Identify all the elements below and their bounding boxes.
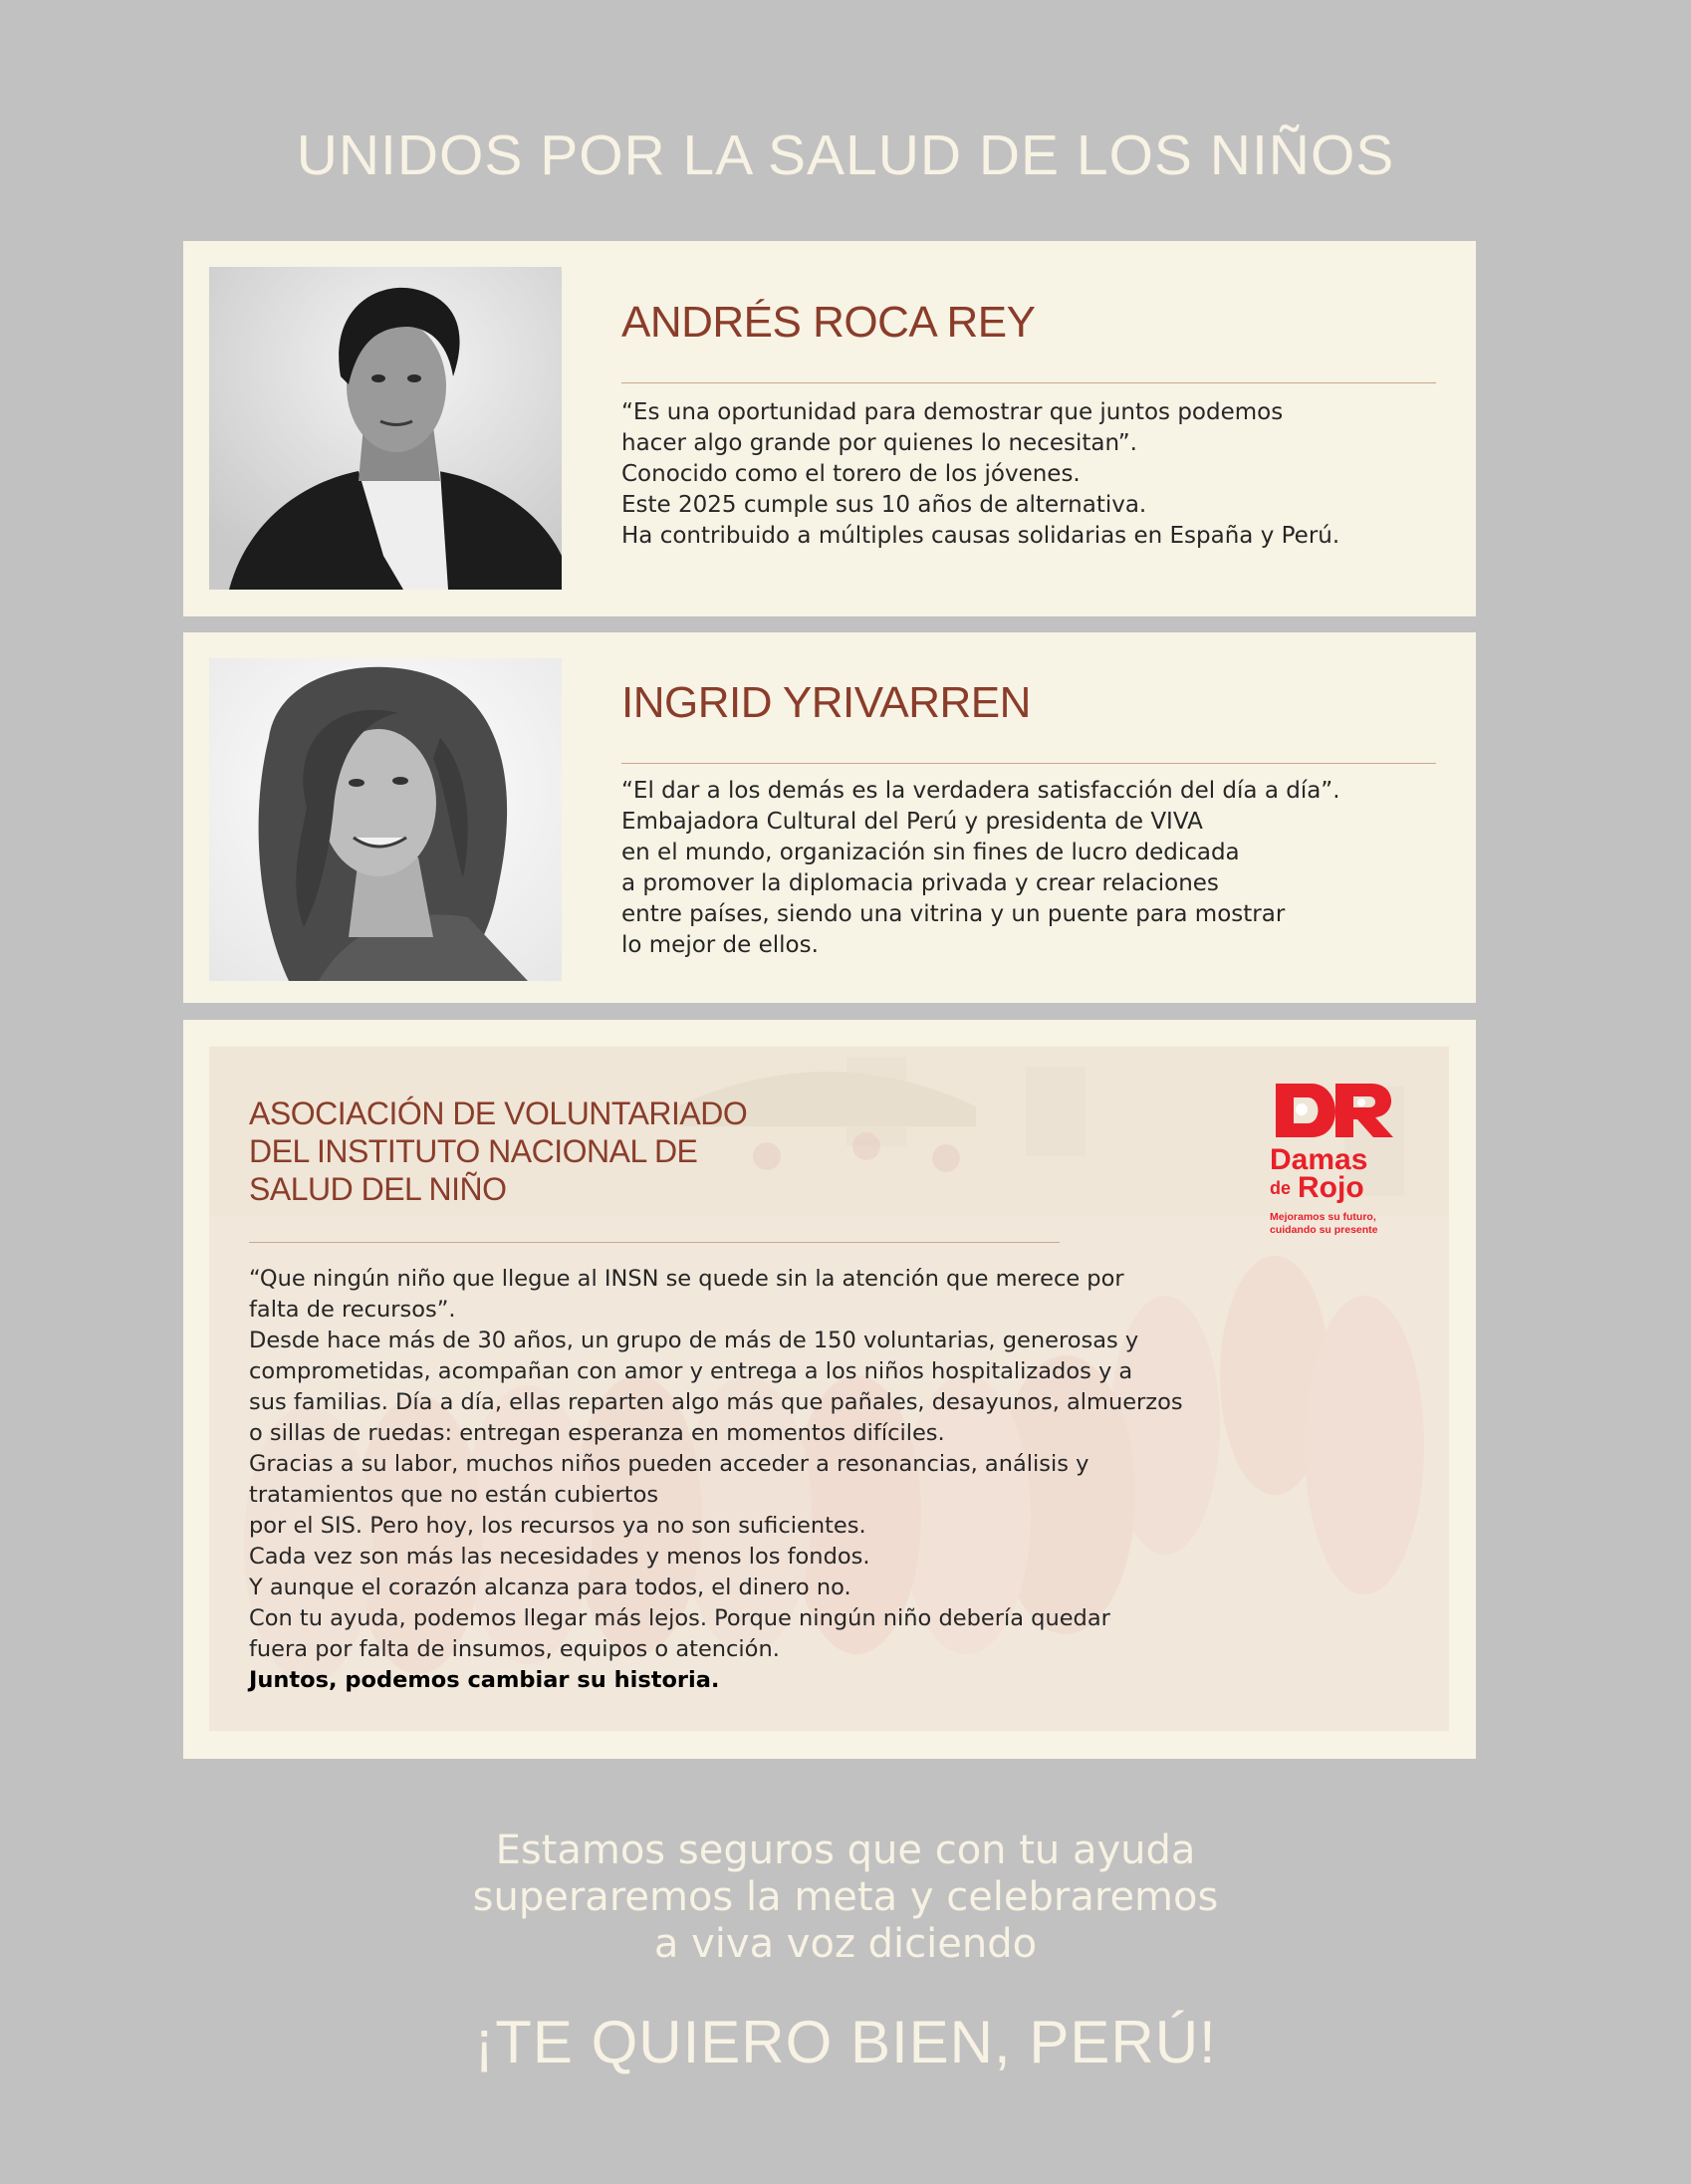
association-panel — [209, 1047, 1449, 1731]
body-line: Y aunque el corazón alcanza para todos, el dinero no. — [249, 1575, 851, 1600]
logo-tagline-line: cuidando su presente — [1270, 1224, 1378, 1236]
body-line: Gracias a su labor, muchos niños pueden acceder a resonancias, análisis y — [249, 1451, 1089, 1477]
logo-word-rojo: Rojo — [1298, 1171, 1364, 1204]
body-line: sus familias. Día a día, ellas reparten algo más que pañales, desayunos, almuerzos — [249, 1389, 1183, 1415]
logo-word-damas: Damas — [1270, 1143, 1368, 1176]
body-line: Cada vez son más las necesidades y menos los fondos. — [249, 1544, 870, 1570]
body-line: “Que ningún niño que llegue al INSN se quede sin la atención que merece por — [249, 1266, 1124, 1292]
body-line: fuera por falta de insumos, equipos o atención. — [249, 1636, 780, 1662]
body-line: por el SIS. Pero hoy, los recursos ya no son suficientes. — [249, 1513, 866, 1539]
body-line: falta de recursos”. — [249, 1297, 456, 1323]
slogan: ¡TE QUIERO BIEN, PERÚ! — [474, 2009, 1217, 2075]
profile-bio — [621, 776, 1340, 961]
bio-line: Ha contribuido a múltiples causas solidarias en España y Perú. — [621, 523, 1340, 549]
profile-bio — [621, 397, 1339, 552]
association-title — [249, 1094, 747, 1208]
bio-line: “El dar a los demás es la verdadera satisfacción del día a día”. — [621, 778, 1340, 804]
portrait-photo-ingrid-yrivarren — [209, 658, 562, 981]
divider — [621, 382, 1436, 383]
body-line: comprometidas, acompañan con amor y entrega a los niños hospitalizados y a — [249, 1358, 1133, 1384]
bio-line: Este 2025 cumple sus 10 años de alternativa. — [621, 492, 1147, 518]
profile-card-andres-roca-rey — [183, 241, 1476, 616]
bio-line: lo mejor de ellos. — [621, 932, 819, 958]
page-title: UNIDOS POR LA SALUD DE LOS NIÑOS — [296, 123, 1395, 187]
closing-line: a viva voz diciendo — [653, 1921, 1038, 1967]
association-title-line: SALUD DEL NIÑO — [249, 1171, 507, 1207]
body-line: Desde hace más de 30 años, un grupo de más de 150 voluntarias, generosas y — [249, 1328, 1139, 1353]
bio-line: hacer algo grande por quienes lo necesitan”. — [621, 430, 1137, 456]
closing-message — [0, 1827, 1691, 1968]
body-line: o sillas de ruedas: entregan esperanza en momentos difíciles. — [249, 1420, 945, 1446]
profile-card-ingrid-yrivarren — [183, 632, 1476, 1003]
damas-de-rojo-mark-icon — [1272, 1080, 1397, 1141]
association-body — [249, 1264, 1183, 1696]
bio-line: entre países, siendo una vitrina y un puente para mostrar — [621, 901, 1286, 927]
bio-line: Embajadora Cultural del Perú y presidenta de VIVA — [621, 809, 1203, 835]
association-card — [183, 1020, 1476, 1759]
divider — [621, 763, 1436, 764]
logo-tagline-line: Mejoramos su futuro, — [1270, 1211, 1376, 1223]
association-title-line: ASOCIACIÓN DE VOLUNTARIADO — [249, 1095, 748, 1131]
person-name: INGRID YRIVARREN — [621, 678, 1031, 727]
closing-bold-line: Juntos, podemos cambiar su historia. — [249, 1667, 720, 1693]
closing-line: superaremos la meta y celebraremos — [472, 1874, 1219, 1920]
association-title-line: DEL INSTITUTO NACIONAL DE — [249, 1133, 698, 1169]
divider — [249, 1242, 1060, 1243]
person-name: ANDRÉS ROCA REY — [621, 298, 1036, 347]
logo-word-de: de — [1270, 1178, 1292, 1198]
bio-line: “Es una oportunidad para demostrar que juntos podemos — [621, 399, 1284, 425]
body-line: tratamientos que no están cubiertos — [249, 1482, 659, 1508]
damas-de-rojo-logo — [1270, 1080, 1409, 1239]
bio-line: a promover la diplomacia privada y crear relaciones — [621, 870, 1219, 896]
bio-line: Conocido como el torero de los jóvenes. — [621, 461, 1081, 487]
body-line: Con tu ayuda, podemos llegar más lejos. Porque ningún niño debería quedar — [249, 1605, 1110, 1631]
portrait-photo-andres-roca-rey — [209, 267, 562, 590]
closing-line: Estamos seguros que con tu ayuda — [495, 1827, 1196, 1873]
bio-line: en el mundo, organización sin fines de lucro dedicada — [621, 840, 1240, 865]
